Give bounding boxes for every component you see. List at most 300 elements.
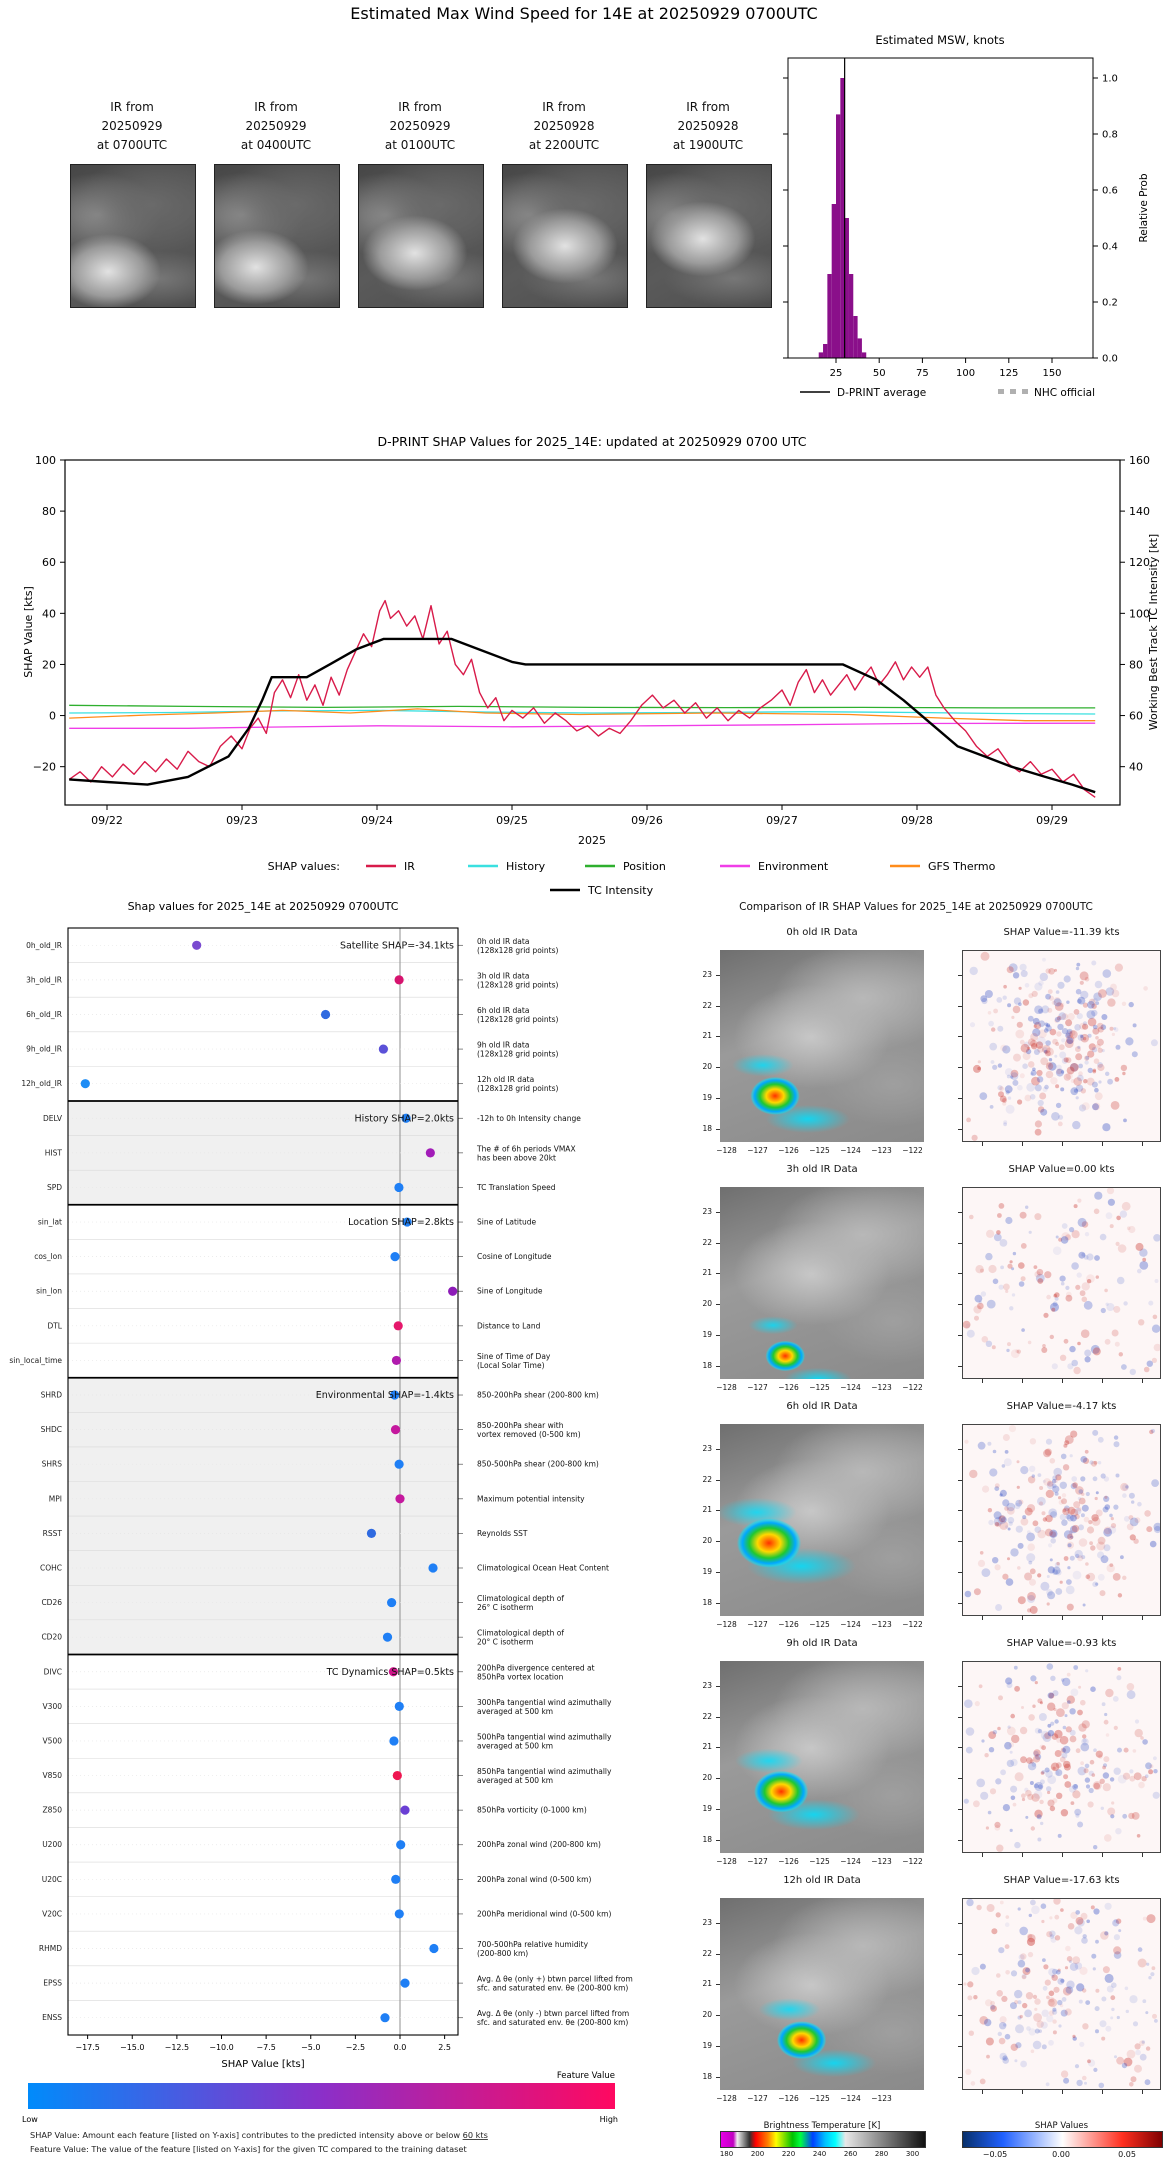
lat-tick-mark — [716, 1954, 720, 1955]
feature-tick-label: CD20 — [41, 1632, 62, 1642]
svg-text:40: 40 — [42, 607, 56, 621]
lat-tick-label: 21 — [702, 1031, 712, 1041]
lon-tick-label: −124 — [840, 1857, 861, 1866]
svg-text:−5.0: −5.0 — [301, 2043, 321, 2053]
lon-tick-label: −123 — [871, 1857, 892, 1866]
lat-tick-label: 18 — [702, 1834, 712, 1844]
shap-y-tick — [958, 1243, 962, 1244]
shap-y-tick — [958, 1273, 962, 1274]
shap-y-tick — [958, 1603, 962, 1604]
lat-tick-label: 18 — [702, 1123, 712, 1133]
feature-tick-label: U20C — [41, 1874, 62, 1884]
svg-text:-12h to 0h Intensity change: -12h to 0h Intensity change — [477, 1113, 581, 1123]
svg-text:sfc. and saturated env. θe (20: sfc. and saturated env. θe (200-800 km) — [477, 2018, 629, 2028]
svg-text:09/28: 09/28 — [901, 814, 933, 827]
lon-tick-label: −124 — [840, 1146, 861, 1155]
footnote-feature-value: Feature Value: The value of the feature [listed on Y-axis] for the given TC compared to the training dataset — [30, 2144, 467, 2154]
svg-text:History: History — [506, 860, 546, 873]
lon-tick-label: −128 — [716, 1383, 737, 1392]
svg-text:2025: 2025 — [578, 834, 606, 847]
svg-text:200hPa meridional wind (0-500: 200hPa meridional wind (0-500 km) — [477, 1909, 612, 1919]
shap-cb-tick-row — [962, 2150, 1161, 2158]
histogram-bar — [832, 204, 836, 358]
shap-dot-Z850 — [400, 1806, 409, 1815]
svg-text:Low: Low — [22, 2115, 38, 2124]
ir-data-image — [720, 1898, 924, 2090]
lat-tick-label: 22 — [702, 1000, 712, 1010]
lat-tick-label: 23 — [702, 1917, 712, 1927]
feature-tick-label: sin_lon — [36, 1286, 62, 1296]
svg-text:(128x128 grid points): (128x128 grid points) — [477, 945, 559, 955]
shap-y-tick — [958, 1129, 962, 1130]
lat-tick-label: 22 — [702, 1948, 712, 1958]
shap-map-image — [962, 1424, 1161, 1616]
feature-tick-label: DIVC — [43, 1667, 62, 1677]
svg-text:Maximum potential intensity: Maximum potential intensity — [477, 1494, 585, 1504]
feature-value-colorbar — [28, 2083, 615, 2109]
lat-tick-label: 19 — [702, 2040, 712, 2050]
feature-tick-label: sin_local_time — [9, 1355, 62, 1365]
lat-tick-label: 21 — [702, 1742, 712, 1752]
shap-y-tick — [958, 1809, 962, 1810]
shap-map-image — [962, 1898, 1161, 2090]
shap-noise — [963, 1425, 1160, 1615]
lon-tick-label: −126 — [778, 1857, 799, 1866]
shap-x-tick — [1142, 1379, 1143, 1383]
svg-text:Estimated MSW, knots: Estimated MSW, knots — [875, 33, 1005, 47]
lon-tick-label: −122 — [902, 1383, 923, 1392]
shap-x-tick — [1062, 1379, 1063, 1383]
svg-text:SHAP Value [kts]: SHAP Value [kts] — [22, 586, 35, 678]
feature-tick-label: DELV — [43, 1113, 62, 1123]
histogram-bar — [845, 218, 849, 358]
svg-text:0: 0 — [49, 709, 56, 723]
svg-text:Cosine of Longitude: Cosine of Longitude — [477, 1252, 552, 1262]
histogram-bar — [862, 352, 866, 358]
svg-text:300hPa tangential wind azimuth: 300hPa tangential wind azimuthally — [477, 1697, 612, 1707]
msw-histogram-chart — [700, 28, 1168, 420]
shap-y-tick — [958, 975, 962, 976]
lat-tick-mark — [716, 1129, 720, 1130]
shap-x-tick — [1022, 1379, 1023, 1383]
lat-tick-mark — [716, 1480, 720, 1481]
shap-x-tick — [1142, 1616, 1143, 1620]
feature-tick-label: COHC — [39, 1563, 62, 1573]
section-label: Satellite SHAP=-34.1kts — [339, 940, 454, 952]
shap-dot-12h_old_IR — [81, 1079, 90, 1088]
svg-text:The # of 6h periods VMAX: The # of 6h periods VMAX — [477, 1144, 576, 1154]
ir-shap-comparison-panel — [660, 895, 1168, 2158]
lon-tick-label: −128 — [716, 2094, 737, 2103]
svg-text:150: 150 — [1042, 368, 1062, 379]
svg-text:−20: −20 — [32, 760, 56, 774]
shap-y-tick — [958, 1510, 962, 1511]
svg-text:140: 140 — [1129, 505, 1150, 519]
lat-tick-mark — [716, 1686, 720, 1687]
lat-tick-mark — [716, 1717, 720, 1718]
ir-thumb-label: IR from 20250929 at 0700UTC — [96, 100, 168, 152]
svg-text:D-PRINT average: D-PRINT average — [837, 387, 927, 399]
feature-tick-label: 3h_old_IR — [26, 975, 62, 985]
lat-tick-label: 20 — [702, 1062, 712, 1072]
svg-text:0.0: 0.0 — [393, 2043, 407, 2053]
shap-y-tick — [958, 1480, 962, 1481]
lat-tick-label: 20 — [702, 1299, 712, 1309]
svg-text:SHAP Value [kts]: SHAP Value [kts] — [221, 2059, 305, 2071]
feature-tick-label: EPSS — [43, 1978, 62, 1988]
feature-tick-label: SHRS — [41, 1459, 62, 1469]
lat-tick-mark — [716, 1840, 720, 1841]
svg-text:TC Intensity: TC Intensity — [588, 884, 654, 897]
feature-tick-label: cos_lon — [34, 1252, 62, 1262]
legend-nhc-marker — [1022, 389, 1028, 394]
pair-shap-title: SHAP Value=0.00 kts — [1008, 1164, 1115, 1175]
histogram-bar — [836, 114, 840, 358]
svg-text:09/27: 09/27 — [766, 814, 798, 827]
lon-tick-label: −123 — [871, 1146, 892, 1155]
shap-colorbar-title: SHAP Values — [1034, 2121, 1089, 2131]
svg-text:60: 60 — [42, 556, 56, 570]
svg-text:Shap values for 2025_14E at 20: Shap values for 2025_14E at 20250929 0700UTC — [127, 900, 399, 913]
feature-tick-label: Z850 — [42, 1805, 62, 1815]
shap-noise — [963, 951, 1160, 1141]
feature-tick-label: SPD — [46, 1182, 62, 1192]
lat-tick-label: 18 — [702, 1597, 712, 1607]
svg-text:Position: Position — [623, 860, 666, 873]
shap-dot-ENSS — [380, 2013, 389, 2022]
lat-tick-mark — [716, 975, 720, 976]
lat-tick-mark — [716, 1778, 720, 1779]
lat-tick-mark — [716, 1243, 720, 1244]
feature-tick-label: MPI — [48, 1494, 62, 1504]
shap-dot-3h_old_IR — [395, 975, 404, 984]
histogram-bar — [823, 344, 827, 358]
lat-tick-label: 22 — [702, 1711, 712, 1721]
shap-dot-sin_local_time — [392, 1356, 401, 1365]
ir-data-image — [720, 1424, 924, 1616]
svg-text:3h old IR data: 3h old IR data — [477, 971, 530, 981]
lon-tick-label: −125 — [809, 1620, 830, 1629]
lon-tick-row — [711, 1857, 941, 1866]
shap-dot-HIST — [426, 1148, 435, 1157]
shap-x-tick — [1102, 2090, 1103, 2094]
svg-text:(128x128 grid points): (128x128 grid points) — [477, 980, 559, 990]
histogram-bar — [853, 316, 857, 358]
shap-y-tick — [958, 1335, 962, 1336]
lon-tick-label: −124 — [840, 1383, 861, 1392]
svg-text:850-200hPa shear (200-800 km): 850-200hPa shear (200-800 km) — [477, 1390, 599, 1400]
shap-x-tick — [1022, 1142, 1023, 1146]
ir-thumb-image — [214, 164, 340, 308]
svg-text:Distance to Land: Distance to Land — [477, 1321, 541, 1331]
feature-tick-label: V850 — [42, 1771, 62, 1781]
lat-tick-mark — [716, 1098, 720, 1099]
ir-thumb-label: IR from 20250928 at 2200UTC — [528, 100, 600, 152]
lon-tick-label: −123 — [871, 1620, 892, 1629]
feature-tick-label: V20C — [42, 1909, 62, 1919]
lat-tick-mark — [716, 1036, 720, 1037]
footnote-shap-value: SHAP Value: Amount each feature [listed on Y-axis] contributes to the predicted intensity above or below 60 kts — [30, 2130, 488, 2140]
svg-text:160: 160 — [1129, 454, 1150, 467]
svg-text:850hPa tangential wind azimuth: 850hPa tangential wind azimuthally — [477, 1767, 612, 1777]
shap-y-tick — [958, 1747, 962, 1748]
shap-x-tick — [1102, 1616, 1103, 1620]
svg-text:120: 120 — [1129, 556, 1150, 570]
pair-ir-title: 3h old IR Data — [786, 1164, 858, 1175]
lon-tick-label: −127 — [747, 1146, 768, 1155]
shap-dot-V500 — [389, 1736, 398, 1745]
svg-text:09/23: 09/23 — [226, 814, 258, 827]
svg-text:Feature Value: Feature Value — [556, 2071, 615, 2081]
ir-thumb-label: IR from 20250928 at 1900UTC — [672, 100, 744, 152]
svg-text:−17.5: −17.5 — [75, 2043, 100, 2053]
svg-text:80: 80 — [1129, 658, 1143, 672]
shap-dot-RHMD — [429, 1944, 438, 1953]
shap-y-tick — [958, 1067, 962, 1068]
shap-x-tick — [982, 1616, 983, 1620]
shap-x-tick — [982, 1379, 983, 1383]
svg-text:100: 100 — [956, 368, 976, 379]
svg-text:75: 75 — [916, 368, 929, 379]
shap-map-image — [962, 950, 1161, 1142]
svg-text:Environment: Environment — [758, 860, 829, 873]
feature-tick-label: U200 — [42, 1840, 62, 1850]
legend-nhc-marker — [998, 389, 1004, 394]
lon-tick-label: −127 — [747, 1620, 768, 1629]
ir-thumb-label: IR from 20250929 at 0100UTC — [384, 100, 456, 152]
lon-tick-label: −124 — [840, 1620, 861, 1629]
shap-y-tick — [958, 1006, 962, 1007]
svg-text:0.4: 0.4 — [1102, 241, 1118, 253]
pair-shap-title: SHAP Value=-0.93 kts — [1006, 1638, 1117, 1649]
svg-text:TC Translation Speed: TC Translation Speed — [477, 1182, 556, 1192]
shap-dot-cos_lon — [390, 1252, 399, 1261]
shap-cb-tick-label: 0.00 — [1052, 2150, 1070, 2158]
svg-text:20° C isotherm: 20° C isotherm — [477, 1637, 534, 1647]
lon-tick-label: −122 — [902, 1857, 923, 1866]
shap-dot-COHC — [428, 1563, 437, 1572]
shap-dot-U20C — [391, 1875, 400, 1884]
feature-tick-label: CD26 — [41, 1598, 62, 1608]
shap-map-image — [962, 1661, 1161, 1853]
ir-thumb-image — [358, 164, 484, 308]
svg-text:D-PRINT SHAP Values for 2025_1: D-PRINT SHAP Values for 2025_14E: updated at 20250929 0700 UTC — [377, 434, 807, 449]
shap-x-tick — [1142, 1142, 1143, 1146]
svg-text:(128x128 grid points): (128x128 grid points) — [477, 1084, 559, 1094]
svg-text:200hPa divergence centered at: 200hPa divergence centered at — [477, 1663, 595, 1673]
lat-tick-mark — [716, 1335, 720, 1336]
lat-tick-label: 23 — [702, 1680, 712, 1690]
lat-tick-label: 21 — [702, 1505, 712, 1515]
svg-text:60: 60 — [1129, 709, 1143, 723]
lat-tick-mark — [716, 1747, 720, 1748]
svg-text:0.8: 0.8 — [1102, 129, 1118, 141]
shap-x-tick — [1102, 1379, 1103, 1383]
shap-dot-CD20 — [383, 1633, 392, 1642]
lon-tick-label: −123 — [871, 2094, 892, 2103]
svg-text:20: 20 — [42, 658, 56, 672]
svg-text:50: 50 — [872, 368, 886, 379]
shap-x-tick — [1062, 1616, 1063, 1620]
shap-x-tick — [1022, 1616, 1023, 1620]
shap-y-tick — [958, 1212, 962, 1213]
svg-text:0.6: 0.6 — [1102, 185, 1118, 197]
feature-tick-label: 9h_old_IR — [26, 1044, 62, 1054]
lon-tick-label: −126 — [778, 1620, 799, 1629]
shap-dot-CD26 — [387, 1598, 396, 1607]
feature-tick-label: V500 — [42, 1736, 62, 1746]
feature-tick-label: 12h_old_IR — [21, 1079, 62, 1089]
shap-dot-EPSS — [400, 1979, 409, 1988]
svg-text:NHC official: NHC official — [1034, 387, 1096, 399]
lon-tick-label: −126 — [778, 2094, 799, 2103]
svg-text:0.0: 0.0 — [1102, 353, 1118, 365]
bt-tick-label: 240 — [812, 2150, 827, 2158]
svg-text:Climatological depth of: Climatological depth of — [477, 1628, 564, 1638]
legend-nhc-marker — [1010, 389, 1016, 394]
shap-y-tick — [958, 1572, 962, 1573]
shap-y-tick — [958, 2046, 962, 2047]
pair-ir-title: 0h old IR Data — [786, 927, 858, 938]
svg-text:Sine of Longitude: Sine of Longitude — [477, 1286, 543, 1296]
shap-dot-U200 — [396, 1840, 405, 1849]
shap-x-tick — [1062, 2090, 1063, 2094]
lat-tick-label: 23 — [702, 1206, 712, 1216]
shap-dot-V300 — [395, 1702, 404, 1711]
feature-tick-label: DTL — [47, 1321, 62, 1331]
bt-tick-label: 220 — [781, 2150, 796, 2158]
pair-ir-title: 12h old IR Data — [783, 1875, 861, 1886]
lat-tick-mark — [716, 2046, 720, 2047]
svg-text:Working Best Track TC Intensit: Working Best Track TC Intensity [kt] — [1147, 533, 1160, 731]
svg-text:80: 80 — [42, 505, 56, 519]
lon-tick-label: −127 — [747, 2094, 768, 2103]
svg-text:09/22: 09/22 — [91, 814, 123, 827]
lat-tick-mark — [716, 1366, 720, 1367]
shap-y-tick — [958, 1036, 962, 1037]
feature-tick-label: 0h_old_IR — [26, 940, 62, 950]
svg-text:12h old IR data: 12h old IR data — [477, 1075, 535, 1085]
pair-shap-title: SHAP Value=-4.17 kts — [1006, 1401, 1117, 1412]
ir-thumb-label: IR from 20250929 at 0400UTC — [240, 100, 312, 152]
shap-y-tick — [958, 1717, 962, 1718]
svg-text:1.0: 1.0 — [1102, 73, 1118, 85]
shap-dot-0h_old_IR — [192, 941, 201, 950]
shap-colorbar — [962, 2131, 1163, 2148]
shap-y-tick — [958, 2077, 962, 2078]
shap-noise — [963, 1899, 1160, 2089]
series-environment — [69, 723, 1095, 728]
svg-text:GFS Thermo: GFS Thermo — [928, 860, 996, 873]
shap-x-tick — [1142, 1853, 1143, 1857]
lat-tick-mark — [716, 2077, 720, 2078]
shap-map-image — [962, 1187, 1161, 1379]
svg-text:500hPa tangential wind azimuth: 500hPa tangential wind azimuthally — [477, 1732, 612, 1742]
svg-text:Sine of Time of Day: Sine of Time of Day — [477, 1351, 551, 1361]
lat-tick-label: 20 — [702, 2010, 712, 2020]
svg-text:6h old IR data: 6h old IR data — [477, 1005, 530, 1015]
shap-y-tick — [958, 1541, 962, 1542]
svg-text:40: 40 — [1129, 760, 1143, 774]
shap-x-tick — [1142, 2090, 1143, 2094]
lat-tick-mark — [716, 1510, 720, 1511]
series-tc-intensity — [69, 639, 1095, 792]
section-label: TC Dynamics SHAP=0.5kts — [326, 1666, 454, 1678]
ir-data-image — [720, 1187, 924, 1379]
section-label: Environmental SHAP=-1.4kts — [315, 1390, 454, 1402]
series-position — [69, 705, 1095, 708]
lon-tick-label: −126 — [778, 1146, 799, 1155]
lat-tick-label: 19 — [702, 1803, 712, 1813]
shap-y-tick — [958, 1098, 962, 1099]
lon-tick-label: −123 — [871, 1383, 892, 1392]
shap-dot-sin_lon — [448, 1287, 457, 1296]
comparison-title: Comparison of IR SHAP Values for 2025_14E at 20250929 0700UTC — [739, 901, 1093, 913]
lon-tick-label: −122 — [902, 1146, 923, 1155]
feature-tick-label: RHMD — [38, 1944, 62, 1954]
lat-tick-mark — [716, 1006, 720, 1007]
bt-tick-label: 180 — [719, 2150, 734, 2158]
section-label: Location SHAP=2.8kts — [348, 1217, 454, 1229]
lat-tick-mark — [716, 1603, 720, 1604]
svg-text:averaged at 500 km: averaged at 500 km — [477, 1706, 554, 1716]
lon-tick-label: −128 — [716, 1620, 737, 1629]
shap-dot-V20C — [395, 1909, 404, 1918]
lat-tick-label: 21 — [702, 1268, 712, 1278]
lon-tick-label: −125 — [809, 2094, 830, 2103]
shap-x-tick — [1062, 1853, 1063, 1857]
shap-x-tick — [1022, 2090, 1023, 2094]
shap-x-tick — [982, 2090, 983, 2094]
shap-y-tick — [958, 1304, 962, 1305]
lon-tick-label: −126 — [778, 1383, 799, 1392]
shap-x-tick — [982, 1853, 983, 1857]
svg-text:(128x128 grid points): (128x128 grid points) — [477, 1014, 559, 1024]
page-title: Estimated Max Wind Speed for 14E at 20250929 0700UTC — [350, 4, 818, 23]
svg-text:0h old IR data: 0h old IR data — [477, 936, 530, 946]
lat-tick-label: 22 — [702, 1237, 712, 1247]
svg-text:Sine of Latitude: Sine of Latitude — [477, 1217, 537, 1227]
svg-text:09/29: 09/29 — [1036, 814, 1068, 827]
svg-text:09/26: 09/26 — [631, 814, 663, 827]
shap-noise — [963, 1188, 1160, 1378]
lat-tick-label: 19 — [702, 1092, 712, 1102]
lon-tick-row — [711, 1146, 941, 1155]
feature-tick-label: HIST — [44, 1148, 62, 1158]
lon-tick-label: −127 — [747, 1857, 768, 1866]
svg-text:−12.5: −12.5 — [164, 2043, 190, 2053]
series-gfs-thermo — [69, 709, 1095, 721]
feature-tick-label: V300 — [42, 1701, 62, 1711]
lat-tick-mark — [716, 1067, 720, 1068]
lat-tick-mark — [716, 1572, 720, 1573]
bt-tick-label: 200 — [750, 2150, 765, 2158]
ir-data-image — [720, 950, 924, 1142]
svg-text:850-500hPa shear (200-800 km): 850-500hPa shear (200-800 km) — [477, 1459, 599, 1469]
pair-shap-title: SHAP Value=-11.39 kts — [1003, 927, 1120, 938]
lat-tick-mark — [716, 1273, 720, 1274]
lat-tick-label: 19 — [702, 1566, 712, 1576]
bt-colorbar-title: Brightness Temperature [K] — [763, 2121, 881, 2131]
svg-text:(128x128 grid points): (128x128 grid points) — [477, 1049, 559, 1059]
svg-text:Climatological Ocean Heat Cont: Climatological Ocean Heat Content — [477, 1563, 609, 1573]
shap-y-tick — [958, 1449, 962, 1450]
svg-text:700-500hPa relative humidity: 700-500hPa relative humidity — [477, 1940, 589, 1950]
lon-tick-label: −128 — [716, 1146, 737, 1155]
histogram-bar — [849, 274, 853, 358]
shap-x-tick — [982, 1142, 983, 1146]
shap-feature-dot-plot — [0, 895, 660, 2158]
